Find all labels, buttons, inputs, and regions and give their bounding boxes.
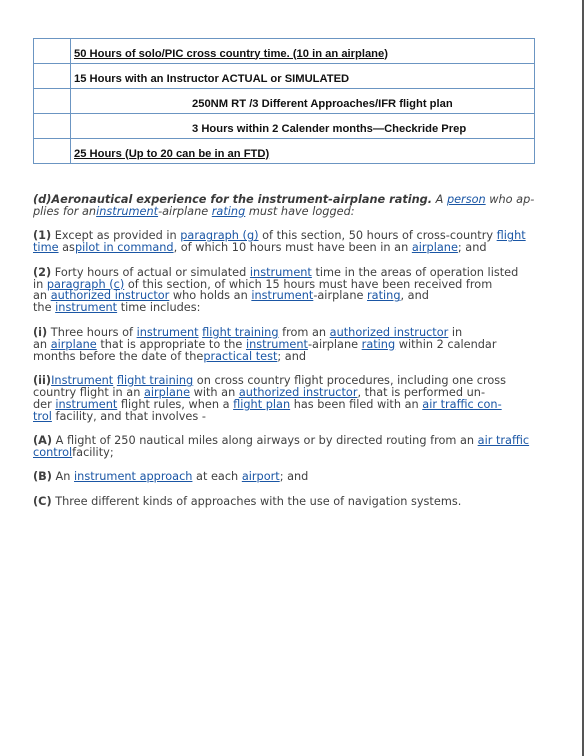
table-cell bbox=[71, 139, 535, 164]
text: An bbox=[51, 470, 75, 484]
link-flight-plan[interactable]: flight plan bbox=[233, 397, 291, 411]
text: facility, and that involves - bbox=[51, 409, 206, 423]
row-text: 50 Hours of solo/PIC cross country time. (10 in an airplane) bbox=[74, 47, 388, 60]
text: ; and bbox=[279, 470, 309, 484]
paragraph-B bbox=[33, 471, 545, 483]
row-text: 15 Hours with an Instructor ACTUAL or SIMULATED bbox=[74, 72, 350, 85]
link-authorized-instructor[interactable]: authorized instructor bbox=[238, 385, 358, 399]
text: an bbox=[33, 289, 51, 303]
text: A flight of 250 nautical miles along airways or by directed routing from an bbox=[52, 434, 478, 448]
text: who holds an bbox=[169, 289, 252, 303]
text: plies for an bbox=[33, 204, 97, 218]
table-cell bbox=[71, 89, 535, 114]
link-air-traffic-control[interactable]: air traffic con- bbox=[422, 397, 502, 411]
table-cell-empty bbox=[34, 114, 71, 139]
text: Except as provided in bbox=[51, 229, 181, 243]
link-airplane[interactable]: airplane bbox=[50, 337, 97, 351]
text: at each bbox=[192, 470, 242, 484]
link-authorized-instructor[interactable]: authorized instructor bbox=[50, 289, 170, 303]
text: of this section, 50 hours of cross-country bbox=[258, 229, 497, 243]
label: (ii) bbox=[33, 373, 52, 387]
link-flight-time[interactable]: flight bbox=[496, 229, 526, 243]
link-instrument[interactable]: instrument bbox=[136, 325, 199, 339]
link-airplane[interactable]: airplane bbox=[411, 241, 458, 255]
text: der bbox=[33, 397, 56, 411]
table-cell-empty bbox=[34, 39, 71, 64]
link-person[interactable]: person bbox=[446, 193, 486, 206]
link-instrument[interactable]: instrument bbox=[249, 265, 312, 279]
link-instrument[interactable]: instrument bbox=[55, 301, 118, 315]
label: (i) bbox=[33, 325, 48, 339]
text: ; and bbox=[457, 241, 487, 255]
link-instrument[interactable]: instrument bbox=[251, 289, 314, 303]
link-practical-test[interactable]: practical test bbox=[203, 349, 278, 363]
table-cell bbox=[71, 64, 535, 89]
heading-paragraph bbox=[33, 194, 545, 218]
link-rating[interactable]: rating bbox=[367, 289, 401, 303]
link-airplane[interactable]: airplane bbox=[143, 385, 191, 399]
text: , of which 10 hours must have been in an bbox=[173, 241, 412, 255]
label: (C) bbox=[33, 494, 52, 508]
text: Forty hours of actual or simulated bbox=[51, 265, 250, 279]
label: (1) bbox=[33, 229, 52, 243]
table-cell-empty bbox=[34, 64, 71, 89]
link-flight-time[interactable]: time bbox=[33, 241, 59, 255]
link-pilot-in-command[interactable]: pilot in command bbox=[74, 241, 174, 255]
text: Three different kinds of approaches with the use of navigation systems. bbox=[51, 494, 462, 508]
text: -airplane bbox=[313, 289, 368, 303]
text: the bbox=[33, 301, 56, 315]
regulation-text bbox=[33, 194, 545, 520]
table-row bbox=[34, 114, 535, 139]
link-air-traffic-control[interactable]: control bbox=[33, 446, 73, 459]
link-paragraph-g[interactable]: paragraph (g) bbox=[180, 229, 259, 243]
requirements-table bbox=[33, 38, 535, 164]
text: in bbox=[33, 277, 47, 291]
link-instrument[interactable]: instrument bbox=[96, 204, 159, 218]
link-instrument[interactable]: instrument bbox=[245, 337, 308, 351]
text: who ap- bbox=[485, 193, 535, 206]
link-rating[interactable]: rating bbox=[361, 337, 396, 351]
text: that is appropriate to the bbox=[96, 337, 246, 351]
text: facility; bbox=[72, 446, 114, 459]
link-air-traffic-control[interactable]: trol bbox=[33, 409, 52, 423]
text: of this section, of which 15 hours must have been received from bbox=[124, 277, 493, 291]
text: , that is performed un- bbox=[357, 385, 486, 399]
table-cell-empty bbox=[34, 89, 71, 114]
text: flight rules, when a bbox=[117, 397, 234, 411]
text: from an bbox=[278, 325, 330, 339]
link-rating[interactable]: rating bbox=[211, 204, 246, 218]
paragraph-A bbox=[33, 435, 545, 459]
text: , and bbox=[400, 289, 429, 303]
table-cell bbox=[71, 39, 535, 64]
paragraph-1 bbox=[33, 230, 545, 254]
text: on cross country flight procedures, including one cross bbox=[193, 373, 507, 387]
row-text: 3 Hours within 2 Calender months—Checkride Prep bbox=[192, 122, 467, 135]
link-instrument[interactable]: instrument bbox=[55, 397, 118, 411]
text: Three hours of bbox=[47, 325, 137, 339]
link-authorized-instructor[interactable]: authorized instructor bbox=[329, 325, 449, 339]
link-paragraph-c[interactable]: paragraph (c) bbox=[46, 277, 125, 291]
link-instrument-approach[interactable]: instrument approach bbox=[74, 470, 193, 484]
table-row bbox=[34, 39, 535, 64]
row-text: 250NM RT /3 Different Approaches/IFR flight plan bbox=[192, 97, 453, 110]
paragraph-i bbox=[33, 327, 545, 363]
text: in bbox=[448, 325, 463, 339]
text: as bbox=[58, 241, 75, 255]
row-text: 25 Hours (Up to 20 can be in an FTD) bbox=[74, 147, 270, 160]
label: (B) bbox=[33, 470, 52, 484]
text: time in the areas of operation listed bbox=[311, 265, 519, 279]
text: within 2 calendar bbox=[395, 337, 497, 351]
text: an bbox=[33, 337, 51, 351]
text: months before the date of the bbox=[33, 349, 204, 363]
link-flight-training[interactable]: flight training bbox=[202, 325, 279, 339]
link-flight-training[interactable]: flight training bbox=[116, 373, 194, 387]
text: time includes: bbox=[117, 301, 201, 315]
paragraph-2 bbox=[33, 267, 545, 315]
table-cell-empty bbox=[34, 139, 71, 164]
heading-title: Aeronautical experience for the instrument-airplane rating. bbox=[51, 193, 433, 206]
table-row bbox=[34, 89, 535, 114]
paragraph-ii bbox=[33, 375, 545, 423]
link-airport[interactable]: airport bbox=[241, 470, 280, 484]
text: ; and bbox=[277, 349, 307, 363]
text: with an bbox=[190, 385, 239, 399]
text: country flight in an bbox=[33, 385, 144, 399]
text: -airplane bbox=[158, 204, 212, 218]
table-row bbox=[34, 64, 535, 89]
table-cell bbox=[71, 114, 535, 139]
link-air-traffic-control[interactable]: air traffic bbox=[477, 434, 530, 448]
text: must have logged: bbox=[245, 204, 355, 218]
label: (2) bbox=[33, 265, 52, 279]
link-instrument[interactable]: Instrument bbox=[51, 373, 114, 387]
heading-label: (d) bbox=[33, 193, 52, 206]
label: (A) bbox=[33, 434, 53, 448]
table-row bbox=[34, 139, 535, 164]
text: has been filed with an bbox=[290, 397, 423, 411]
text: A bbox=[432, 193, 447, 206]
paragraph-C bbox=[33, 496, 545, 508]
text: -airplane bbox=[307, 337, 362, 351]
